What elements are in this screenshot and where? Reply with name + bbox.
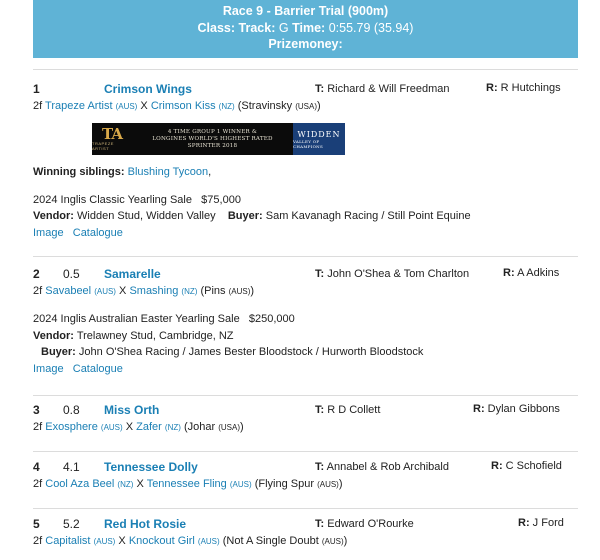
race-header [33,0,578,58]
sale-info: 2024 Inglis Classic Yearling Sale $75,000 [33,194,241,206]
divider [33,451,578,452]
dam-link[interactable]: Knockout Girl [128,535,195,547]
vendor-buyer: Vendor: Widden Stud, Widden Valley Buyer: Sam Kavanagh Racing / Still Point Equine [33,210,471,222]
margin: 5.2 [63,517,80,531]
image-link[interactable]: Image [33,363,64,375]
banner-claim: 4 TIME GROUP 1 WINNER & LONGINES WORLD'S HIGHEST RATED SPRINTER 2018 [152,128,273,149]
sire-link[interactable]: Capitalist [45,535,91,547]
horse-name-link[interactable]: Crimson Wings [104,82,192,96]
dam-link[interactable]: Crimson Kiss [150,100,216,112]
rider: R: R Hutchings [486,82,561,94]
pedigree: 2f Cool Aza Beel (NZ) X Tennessee Fling (AUS) (Flying Spur (AUS)) [33,478,343,490]
divider [33,256,578,257]
rider: R: Dylan Gibbons [473,403,560,415]
finish-position: 1 [33,82,40,96]
race-title: Race 9 - Barrier Trial (900m) [222,4,389,18]
catalogue-link[interactable]: Catalogue [72,227,123,239]
finish-position: 3 [33,403,40,417]
race-class-track-time: Class: Track: G Time: 0:55.79 (35.94) [197,20,414,35]
divider [33,508,578,509]
finish-position: 2 [33,267,40,281]
catalogue-link[interactable]: Catalogue [72,363,123,375]
image-link[interactable]: Image [33,227,64,239]
horse-name-link[interactable]: Samarelle [104,267,161,281]
trapeze-artist-logo: TA TRAPEZE ARTIST [92,125,122,151]
trapeze-artist-banner[interactable] [92,123,345,155]
trainer: T: Richard & Will Freedman [315,83,450,95]
margin: 0.5 [63,267,80,281]
horse-name-link[interactable]: Tennessee Dolly [104,460,198,474]
dam-link[interactable]: Tennessee Fling [146,478,227,490]
trainer: T: John O'Shea & Tom Charlton [315,268,470,280]
sire-link[interactable]: Exosphere [45,421,98,433]
sale-info: 2024 Inglis Australian Easter Yearling Sale $250,000 [33,313,295,325]
rider: R: J Ford [518,517,564,529]
sire-link[interactable]: Savabeel [45,285,92,297]
buyer: Buyer: John O'Shea Racing / James Bester Bloodstock / Hurworth Bloodstock [41,346,424,358]
sire-link[interactable]: Trapeze Artist [45,100,113,112]
race-prizemoney: Prizemoney: [268,37,343,51]
widden-logo: WIDDEN VALLEY OF CHAMPIONS [293,123,345,155]
divider [33,69,578,70]
pedigree: 2f Capitalist (AUS) X Knockout Girl (AUS) (Not A Single Doubt (AUS)) [33,535,348,547]
margin: 0.8 [63,403,80,417]
media-links [33,363,123,375]
rider: R: C Schofield [491,460,562,472]
horse-name-link[interactable]: Miss Orth [104,403,160,417]
trainer: T: R D Collett [315,404,381,416]
pedigree: 2f Savabeel (AUS) X Smashing (NZ) (Pins (AUS)) [33,285,255,297]
pedigree: 2f Exosphere (AUS) X Zafer (NZ) (Johar (USA)) [33,421,244,433]
media-links [33,227,123,239]
pedigree: 2f Trapeze Artist (AUS) X Crimson Kiss (NZ) (Stravinsky (USA)) [33,100,321,112]
finish-position: 5 [33,517,40,531]
horse-name-link[interactable]: Red Hot Rosie [104,517,187,531]
dam-link[interactable]: Zafer [136,421,162,433]
sibling-link[interactable]: Blushing Tycoon [127,166,209,178]
winning-siblings: Winning siblings: Blushing Tycoon, [33,166,212,178]
rider: R: A Adkins [503,267,560,279]
sire-link[interactable]: Cool Aza Beel [45,478,115,490]
trainer: T: Annabel & Rob Archibald [315,461,449,473]
dam-link[interactable]: Smashing [129,285,179,297]
margin: 4.1 [63,460,80,474]
finish-position: 4 [33,460,40,474]
trainer: T: Edward O'Rourke [315,518,414,530]
divider [33,395,578,396]
vendor: Vendor: Trelawney Stud, Cambridge, NZ [33,330,234,342]
